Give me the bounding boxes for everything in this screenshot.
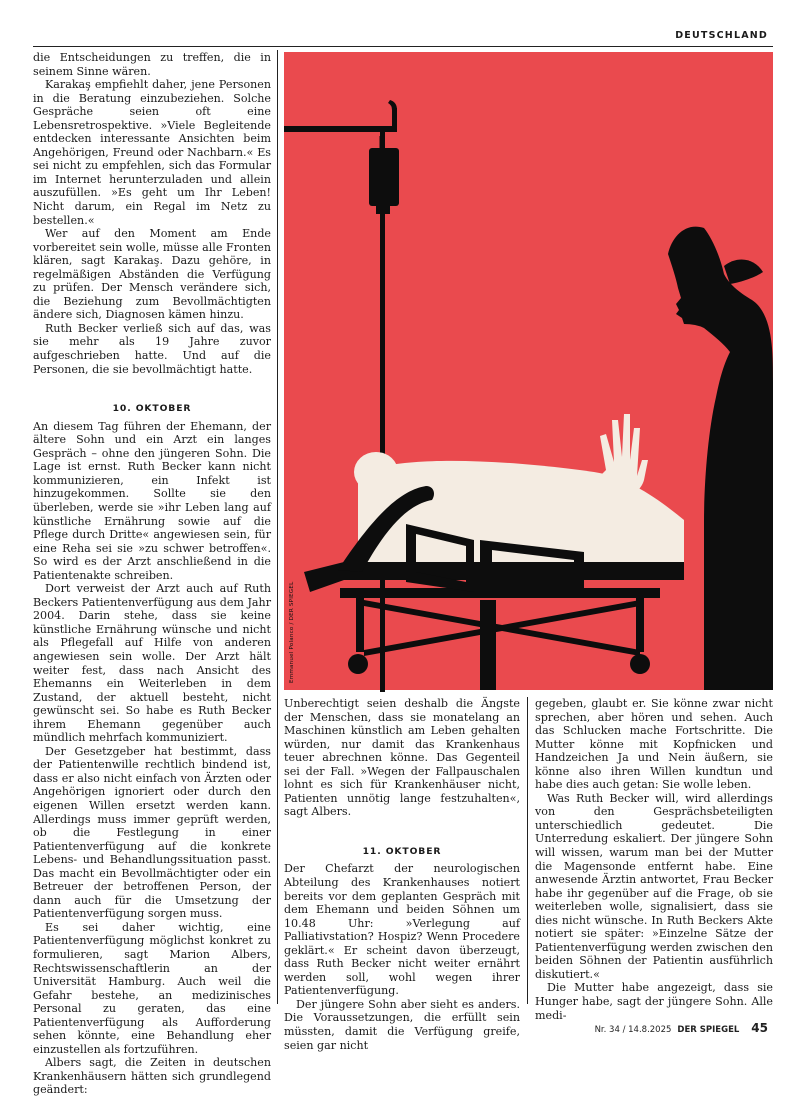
magazine-name: DER SPIEGEL [677, 1025, 740, 1035]
paragraph: Die Mutter habe angezeigt, dass sie Hunger habe, sagt der jüngere Sohn. Alle medi- [535, 981, 773, 1022]
paragraph: gegeben, glaubt er. Sie könne zwar nicht sprechen, aber hören und sehen. Auch das Schlucken mache Fortschritte. Die Mutter könne mit Kopfnicken und Handzeichen Ja und Nein äußern, sie könne also ihren Willen kundtun und habe dies auch getan: Sie wolle leben. [535, 697, 773, 792]
paragraph: Ruth Becker verließ sich auf das, was sie mehr als 19 Jahre zuvor aufgeschrieben hatte. Und auf die Personen, die sie bevollmächtigt hatte. [33, 321, 271, 376]
date-heading: 10. OKTOBER [112, 403, 192, 415]
paragraph: Dort verweist der Arzt auch auf Ruth Beckers Patientenverfügung aus dem Jahr 2004. Darin stehe, dass sie keine künstliche Ernährung wünsche und nicht als Pflegefall auf Hilfe von anderen angewiesen sein wolle. Der Arzt hält weiter fest, dass nach Ansicht des Ehemanns ein Weiterleben in dem Zustand, der aktuell besteht, nicht gewünscht sei. So habe es Ruth Becker ihrem Ehemann gegenüber auch mündlich mehrfach kommuniziert. [33, 582, 271, 745]
paragraph: Der Gesetzgeber hat bestimmt, dass der Patientenwille rechtlich bindend ist, dass er also nicht einfach von Ärzten oder Angehörigen ignoriert oder durch den eigenen Willen ersetzt werden kann. Allerdings muss immer geprüft werden, ob die Festlegung in einer Patientenverfügung auf die konkrete Lebens- und Behandlungssituation passt. Das macht ein Bevollmächtigter oder ein Betreuer der betroffenen Person, der dann auch für die Umsetzung der Patientenverfügung sorgen muss. [33, 744, 271, 921]
paragraph: die Entscheidungen zu treffen, die in seinem Sinne wären. [33, 51, 271, 78]
article-column-3 [535, 697, 773, 1022]
illustration-credit: Emmanuel Polanco / DER SPIEGEL [289, 581, 295, 683]
section-label: DEUTSCHLAND [675, 30, 768, 41]
column-divider [277, 50, 278, 1004]
paragraph: Es sei daher wichtig, eine Patientenverfügung möglichst konkret zu formulieren, sagt Marion Albers, Rechtswissenschaftlerin an der Universität Hamburg. Auch weil die Gefahr bestehe, an medizinisches Personal zu geraten, das eine Patientenverfügung als Aufforderung sehen könnte, eine Behandlung eher einzustellen als fortzuführen. [33, 920, 271, 1056]
illustration [284, 52, 773, 690]
article-column-1 [33, 51, 271, 1097]
top-rule [33, 46, 773, 47]
paragraph: Unberechtigt seien deshalb die Ängste der Menschen, dass sie monatelang an Maschinen künstlich am Leben gehalten würden, nur damit das Krankenhaus teuer abrechnen könne. Das Gegenteil sei der Fall. »Wegen der Fallpauschalen lohnt es sich für Krankenhäuser nicht, Patienten unnötig lange festzuhalten«, sagt Albers. [284, 697, 520, 819]
paragraph: Was Ruth Becker will, wird allerdings von den Gesprächsbeteiligten unterschiedlich gedeutet. Die Unterredung eskaliert. Der jüngere Sohn will wissen, warum man bei der Mutter die Magensonde entfernt habe. Eine anwesende Ärztin antwortet, Frau Becker habe ihr gegenüber auf die Frage, ob sie weiterleben wolle, signalisiert, dass sie dies nicht wünsche. In Ruth Beckers Akte notiert sie später: »Einzelne Sätze der Patientenverfügung werden zwischen den beiden Söhnen der Patientin ausführlich diskutiert.« [535, 791, 773, 981]
page-footer [595, 1021, 768, 1035]
paragraph: Albers sagt, die Zeiten in deutschen Krankenhäusern hätten sich grundlegend geändert: [33, 1056, 271, 1097]
article-column-2 [284, 697, 520, 1052]
page-number: 45 [751, 1021, 768, 1035]
paragraph: Karakaş empfiehlt daher, jene Personen in die Beratung einzubeziehen. Solche Gespräche seien oft eine Lebensretrospektive. »Viele Begleitende entdecken interessante Ansichten beim Angehörigen, Freund oder Nachbarn.« Es sei nicht zu empfehlen, sich das Formular im Internet herunterzuladen und allein auszufüllen. »Es geht um Ihr Leben! Nicht darum, ein Regal im Netz zu bestellen.« [33, 78, 271, 227]
issue-info: Nr. 34 / 14.8.2025 [594, 1025, 672, 1035]
date-heading: 11. OKTOBER [362, 845, 442, 857]
paragraph: An diesem Tag führen der Ehemann, der ältere Sohn und ein Arzt ein langes Gespräch – ohne den jüngeren Sohn. Die Lage ist ernst. Ruth Becker kann nicht kommunizieren, ein Infekt ist hinzugekommen. Sollte sie den überleben, werde sie »ihr Leben lang auf künstliche Ernährung sowie auf die Pflege durch Dritte« angewiesen sein, für eine Reha sei sie »zu schwer betroffen«. So wird es der Arzt anschließend in die Patientenakte schreiben. [33, 419, 271, 582]
paragraph: Der Chefarzt der neurologischen Abteilung des Krankenhauses notiert bereits vor dem geplanten Gespräch mit dem Ehemann und beiden Söhnen um 10.48 Uhr: »Verlegung auf Palliativstation? Hospiz? Wenn Procedere geklärt.« Er scheint davon überzeugt, dass Ruth Becker nicht weiter ernährt werden soll, wohl wegen ihrer Patientenverfügung. [284, 862, 520, 998]
illustration-svg [284, 52, 773, 690]
column-divider [527, 697, 528, 1004]
paragraph: Der jüngere Sohn aber sieht es anders. Die Voraussetzungen, die erfüllt sein müssten, damit die Verfügung greife, seien gar nicht [284, 997, 520, 1052]
paragraph: Wer auf den Moment am Ende vorbereitet sein wolle, müsse alle Fronten klären, sagt Karakaş. Dazu gehöre, in regelmäßigen Abständen die Verfügung zu prüfen. Der Mensch verändere sich, die Beziehung zum Bevollmächtigten ändere sich, Diagnosen kämen hinzu. [33, 227, 271, 322]
